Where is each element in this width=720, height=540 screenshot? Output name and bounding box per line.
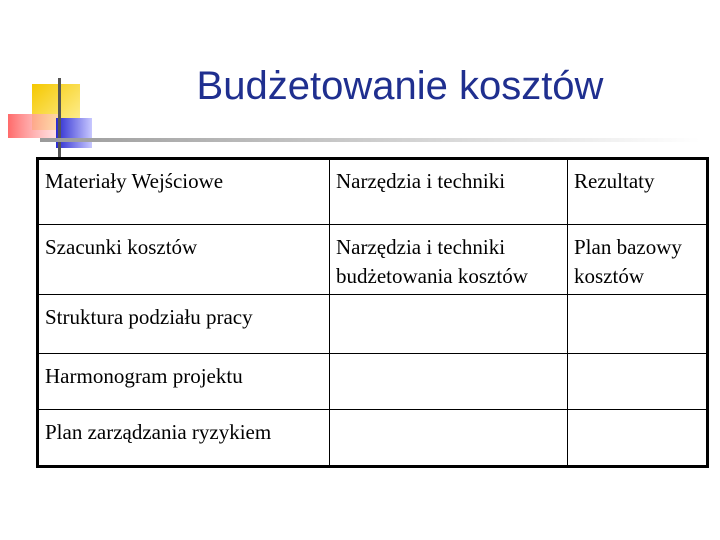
deco-vertical-line <box>58 78 61 158</box>
header-inputs: Materiały Wejściowe <box>38 159 330 225</box>
table-cell: Szacunki kosztów <box>38 225 330 295</box>
table-row <box>38 295 708 354</box>
table-row <box>38 225 708 295</box>
table-cell <box>568 354 708 410</box>
header-outputs: Rezultaty <box>568 159 708 225</box>
table-cell <box>330 354 568 410</box>
table-cell <box>330 295 568 354</box>
header-tools: Narzędzia i techniki <box>330 159 568 225</box>
table-cell: Plan zarządzania ryzykiem <box>38 410 330 467</box>
cost-budgeting-table <box>36 157 709 468</box>
table-cell <box>330 410 568 467</box>
table-cell <box>568 410 708 467</box>
slide-title: Budżetowanie kosztów <box>196 64 604 108</box>
table-cell: Harmonogram projektu <box>38 354 330 410</box>
table-cell: Narzędzia i techniki budżetowania kosztów <box>330 225 568 295</box>
table-cell <box>568 295 708 354</box>
table-cell: Plan bazowy kosztów <box>568 225 708 295</box>
deco-red-bar <box>8 114 58 138</box>
table-header-row <box>38 159 708 225</box>
table-cell: Struktura podziału pracy <box>38 295 330 354</box>
deco-horizontal-line <box>40 138 700 142</box>
table-row <box>38 354 708 410</box>
deco-blue-square <box>56 118 92 148</box>
table-row <box>38 410 708 467</box>
